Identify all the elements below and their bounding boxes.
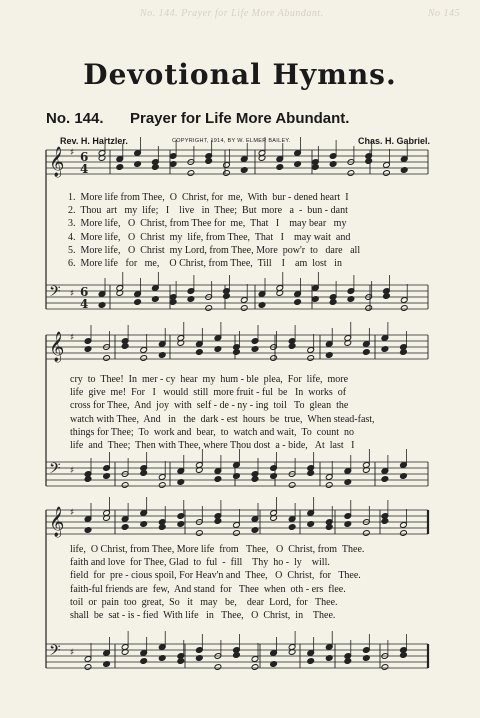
note-head (84, 664, 92, 671)
time-signature-bottom: 4 (80, 297, 89, 311)
note-head (134, 299, 142, 306)
note-head (347, 170, 355, 177)
note-head (400, 305, 408, 312)
note-head (251, 664, 259, 671)
note-head (307, 658, 315, 665)
treble-clef: 𝄞 (49, 147, 65, 177)
time-signature-top: 6 (80, 285, 89, 299)
note-head (121, 524, 129, 531)
note-head (121, 343, 129, 350)
note-head (116, 164, 124, 171)
bass-clef: 𝄢 (49, 642, 61, 663)
sharp-sign: ♯ (70, 333, 75, 343)
note-head (140, 658, 148, 665)
note-head (205, 158, 213, 165)
sharp-sign: ♯ (70, 466, 75, 476)
note-head (325, 482, 333, 489)
note-head (381, 476, 389, 483)
hymn-number: No. 144. (46, 110, 104, 127)
bass-clef: 𝄢 (49, 460, 61, 481)
lyric-verse-1: 1. More life from Thee, O Christ, for me, With bur - dened heart I (68, 192, 349, 203)
note-head (365, 158, 373, 165)
note-head (233, 530, 241, 537)
treble-clef: 𝄞 (49, 332, 65, 362)
note-head (240, 305, 248, 312)
note-head (312, 164, 320, 171)
note-head (400, 530, 408, 537)
lyric-verse-2: life give me! For I would still more fruit - ful be In works of (70, 387, 347, 399)
lyric-verse-2: 2. Thou art my life; I live in Thee; But more a - bun - dant (68, 205, 348, 217)
hymn-title: Prayer for Life More Abundant. (130, 110, 350, 127)
note-head (276, 164, 284, 171)
time-signature-bottom: 4 (80, 162, 89, 176)
lyric-verse-4: 4. More life, O Christ my life, from Thee, That I may wait and (68, 231, 351, 243)
treble-clef: 𝄞 (49, 507, 65, 537)
lyrics-system-1 (68, 191, 413, 270)
note-head (152, 164, 160, 171)
note-head (363, 530, 371, 537)
note-head (103, 355, 111, 362)
note-head (294, 299, 302, 306)
note-head (307, 355, 315, 362)
bleed-through-left: No. 144. Prayer for Life More Abundant. (140, 8, 324, 19)
note-head (307, 470, 315, 477)
lyric-verse-1: life, O Christ, from Thee, More life from Thee, O Christ, from Thee. (70, 544, 365, 555)
note-head (383, 170, 391, 177)
note-head (214, 518, 222, 525)
lyric-verse-3: cross for Thee, And joy with self - de - ny - ing toil To glean the (70, 400, 349, 412)
lyric-verse-4: watch with Thee, And in the dark - est hours be true, When stead-fast, (70, 413, 375, 425)
lyric-verse-3: 3. More life, O Christ, from Thee for me, That I may bear my (68, 218, 347, 230)
note-head (177, 658, 185, 665)
lyric-verse-5: toil or pain too great, So it may be, dear Lord, for Thee. (70, 596, 338, 608)
note-head (363, 349, 371, 356)
note-head (251, 476, 259, 483)
sharp-sign: ♯ (70, 648, 75, 658)
lyric-verse-6: shall be sat - is - fied With life in Thee, O Christ, in Thee. (70, 609, 336, 621)
note-head (140, 470, 148, 477)
lyric-verse-5: 5. More life, O Christ my Lord, from Thee, More pow'r to dare all (68, 244, 361, 256)
bass-clef: 𝄢 (49, 283, 61, 304)
note-head (288, 343, 296, 350)
note-head (121, 482, 129, 489)
note-head (214, 476, 222, 483)
note-head (84, 476, 92, 483)
time-signature-top: 6 (80, 150, 89, 164)
lyric-verse-1: cry to Thee! In mer - cy hear my hum - ble plea, For life, more (70, 374, 349, 385)
lyric-verse-6: 6. More life for me, O Christ, from Thee, Till I am lost in (68, 257, 342, 269)
note-head (158, 482, 166, 489)
note-head (270, 355, 278, 362)
note-head (344, 658, 352, 665)
lyrics-system-2 (70, 373, 420, 452)
lyrics-system-3 (70, 543, 415, 622)
copyright-notice: COPYRIGHT, 1914, BY W. ELMER BAILEY. (172, 138, 291, 144)
note-head (365, 305, 373, 312)
sharp-sign: ♯ (70, 148, 75, 158)
note-head (329, 299, 337, 306)
note-head (233, 652, 241, 659)
note-head (140, 355, 148, 362)
note-head (233, 349, 241, 356)
note-head (223, 170, 231, 177)
lyric-verse-4: faith-ful friends are few, And stand for Thee when oth - ers flee. (70, 583, 346, 595)
lyric-verse-3: field for pre - cious spoil, For Heav'n and Thee, O Christ, for Thee. (70, 570, 361, 582)
note-head (288, 524, 296, 531)
lyricist-credit: Rev. H. Hartzler. (60, 136, 128, 146)
lyric-verse-2: faith and love for Thee, Glad to ful - fill Thy ho - ly will. (70, 557, 330, 569)
note-head (288, 482, 296, 489)
note-head (223, 293, 231, 300)
section-title: Devotional Hymns. (83, 58, 397, 91)
note-head (383, 293, 391, 300)
lyric-verse-6: life and Thee; Then with Thee, where Thou dost a - bide, At last I (70, 439, 355, 451)
sharp-sign: ♯ (70, 508, 75, 518)
note-head (158, 524, 166, 531)
note-head (187, 170, 195, 177)
note-head (214, 664, 222, 671)
note-head (381, 664, 389, 671)
lyric-verse-5: things for Thee; To work and bear, to watch and wait, To count no (70, 426, 354, 438)
note-head (205, 305, 213, 312)
note-head (196, 349, 204, 356)
composer-credit: Chas. H. Gabriel. (357, 136, 430, 146)
note-head (325, 524, 333, 531)
note-head (381, 518, 389, 525)
note-head (400, 349, 408, 356)
note-head (196, 530, 204, 537)
note-head (400, 652, 408, 659)
sharp-sign: ♯ (70, 289, 75, 299)
bleed-through-right: No 145 (427, 8, 460, 19)
